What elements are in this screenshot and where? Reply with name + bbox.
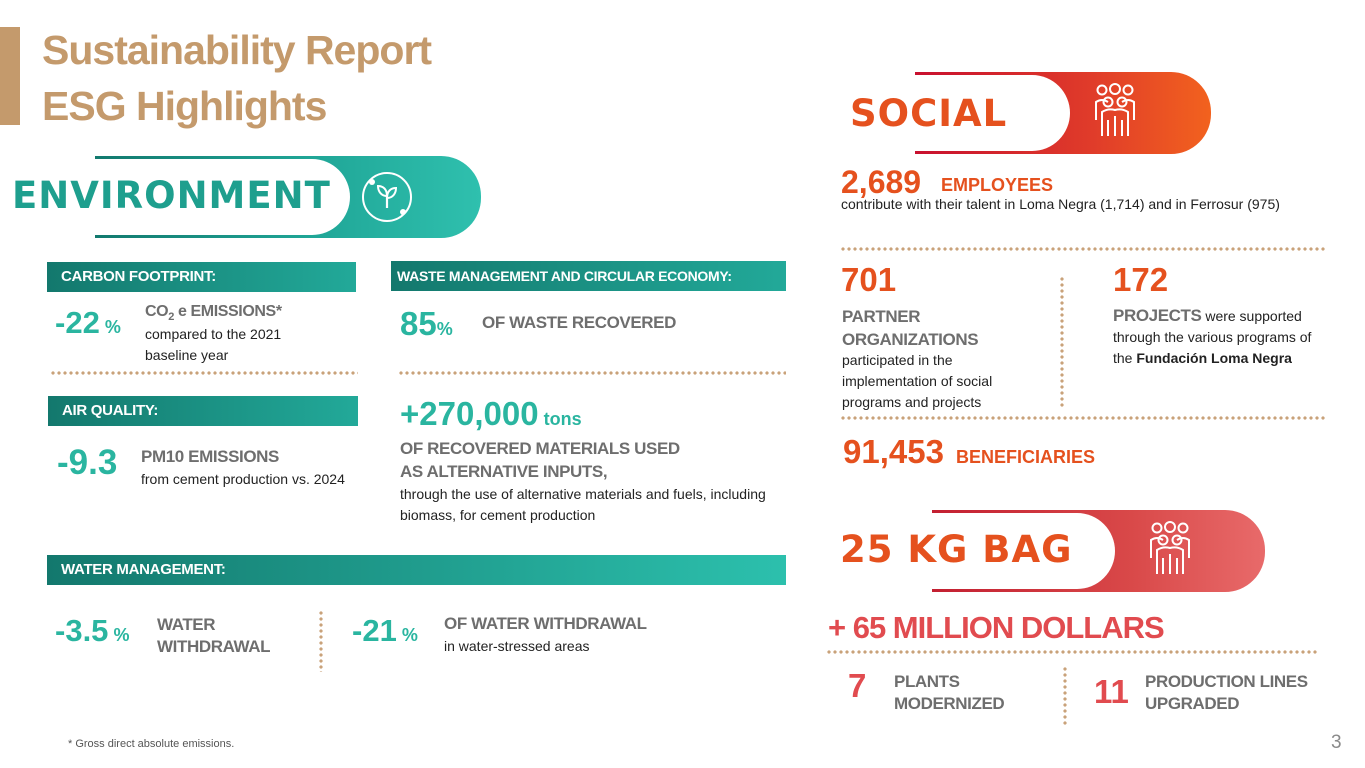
employees-label: EMPLOYEES [941, 175, 1054, 195]
page-number: 3 [1331, 732, 1342, 753]
waste-management-label: WASTE MANAGEMENT AND CIRCULAR ECONOMY: [391, 261, 786, 291]
beneficiaries-label: BENEFICIARIES [956, 447, 1096, 467]
lines-caption-1: PRODUCTION LINES [1145, 672, 1308, 691]
waste-value-number: 85 [400, 305, 437, 342]
plants-caption-1: PLANTS [894, 672, 960, 691]
waste-value-unit: % [436, 319, 453, 339]
materials-value-number: +270,000 [400, 395, 539, 432]
projects-desc: were supported through the various programs of the [1113, 308, 1312, 366]
social-title: SOCIAL [850, 92, 1008, 135]
bag-title: 25 KG BAG [840, 528, 1073, 571]
divider [840, 247, 1326, 251]
report-title: Sustainability Report [42, 27, 432, 73]
partners-caption-1: PARTNER [842, 307, 921, 326]
materials-caption-2: AS ALTERNATIVE INPUTS, [400, 462, 608, 481]
water-stressed-number: -21 [352, 613, 397, 648]
projects-value: 172 [1113, 261, 1169, 298]
waste-caption: OF WASTE RECOVERED [482, 313, 676, 332]
materials-value [400, 395, 582, 433]
divider [840, 416, 1326, 420]
people-group-icon [1084, 80, 1146, 142]
carbon-value-number: -22 [55, 305, 100, 340]
air-description: from cement production vs. 2024 [141, 471, 345, 487]
water-stressed-description: in water-stressed areas [444, 638, 590, 654]
materials-description: through the use of alternative materials and fuels, including biomass, for cement production [400, 486, 766, 523]
projects-desc-bold: Fundación Loma Negra [1136, 350, 1292, 366]
divider [50, 371, 358, 375]
projects-description [1113, 305, 1313, 369]
divider [319, 610, 323, 672]
people-group-icon [1139, 518, 1201, 580]
divider [398, 371, 786, 375]
carbon-description: compared to the 2021 baseline year [145, 326, 282, 363]
title-accent-bar [0, 27, 20, 125]
footnote: * Gross direct absolute emissions. [68, 738, 235, 750]
carbon-caption-rest: e EMISSIONS* [173, 303, 282, 320]
divider [1060, 276, 1064, 408]
carbon-caption-co: CO [145, 303, 169, 320]
divider [826, 650, 1318, 654]
partners-caption [842, 305, 978, 351]
plants-caption-2: MODERNIZED [894, 694, 1005, 713]
partners-description: participated in the implementation of social programs and projects [842, 352, 993, 410]
water-withdrawal-caption-2: WITHDRAWAL [157, 637, 271, 656]
plants-value: 7 [848, 667, 867, 704]
carbon-value-unit: % [104, 317, 121, 337]
partners-caption-2: ORGANIZATIONS [842, 330, 979, 349]
materials-caption-1: OF RECOVERED MATERIALS USED [400, 439, 680, 458]
report-subtitle: ESG Highlights [42, 83, 327, 129]
water-withdrawal-number: -3.5 [55, 613, 109, 648]
water-withdrawal-unit: % [113, 625, 130, 645]
divider [1063, 666, 1067, 726]
employees-value: 2,689 [841, 164, 922, 200]
waste-value [400, 305, 453, 343]
carbon-footprint-label: CARBON FOOTPRINT: [47, 262, 356, 292]
carbon-caption [145, 303, 282, 323]
water-withdrawal-caption-1: WATER [157, 615, 216, 634]
lines-value: 11 [1094, 673, 1129, 710]
lines-caption [1145, 671, 1308, 715]
lines-caption-2: UPGRADED [1145, 694, 1240, 713]
plants-caption [894, 671, 1004, 715]
air-quality-label: AIR QUALITY: [48, 396, 358, 426]
air-value: -9.3 [57, 443, 118, 482]
carbon-caption-sub: 2 [168, 311, 174, 324]
environment-title: ENVIRONMENT [12, 174, 331, 217]
water-stressed-caption: OF WATER WITHDRAWAL [444, 614, 647, 633]
water-withdrawal-value [55, 613, 129, 649]
projects-caption: PROJECTS [1113, 306, 1202, 325]
dollars-value: + 65 MILLION DOLLARS [828, 610, 1164, 645]
materials-value-unit: tons [543, 409, 582, 429]
beneficiaries-value: 91,453 [843, 433, 944, 470]
leaf-cycle-icon [362, 172, 412, 222]
water-management-label: WATER MANAGEMENT: [47, 555, 786, 585]
water-withdrawal-caption [157, 614, 270, 658]
employees-description: contribute with their talent in Loma Negra (1,714) and in Ferrosur (975) [841, 196, 1280, 212]
water-stressed-unit: % [401, 625, 418, 645]
partners-value: 701 [841, 261, 897, 298]
air-caption: PM10 EMISSIONS [141, 447, 279, 466]
carbon-value [55, 305, 121, 341]
water-stressed-value [352, 613, 418, 649]
